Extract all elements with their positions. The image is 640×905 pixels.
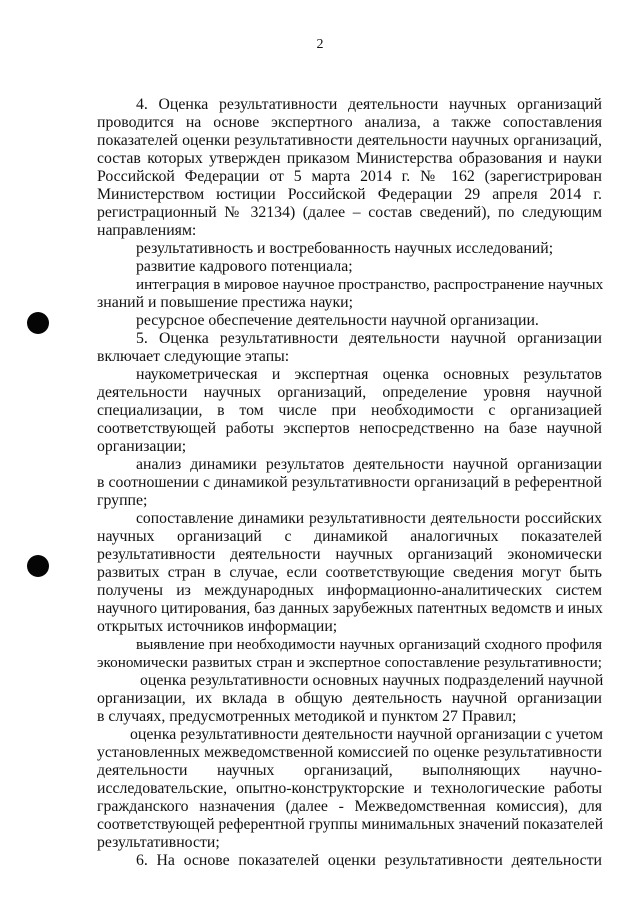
- page-number: 2: [316, 37, 324, 52]
- text-line: соответствующей работы экспертов непосредственно на базе научной: [97, 420, 602, 437]
- text-line: оценка результативности деятельности научной организации с учетом: [130, 726, 603, 743]
- text-line: исследовательские, опытно-конструкторские и технологические работы: [97, 780, 602, 797]
- punch-hole-bottom: [27, 555, 49, 577]
- text-line: деятельности научных организаций, определение уровня научной: [97, 384, 602, 401]
- text-line: 6. На основе показателей оценки результативности деятельности: [136, 852, 602, 869]
- text-line: развитых стран в случае, если соответствующие сведения могут быть: [97, 564, 602, 581]
- text-line: результативности;: [97, 834, 220, 851]
- text-line: проводится на основе экспертного анализа, а также сопоставления: [97, 114, 602, 131]
- text-line: в случаях, предусмотренных методикой и пунктом 27 Правил;: [97, 708, 517, 725]
- text-line: результативность и востребованность научных исследований;: [136, 240, 554, 257]
- text-line: анализ динамики результатов деятельности научной организации: [136, 456, 602, 473]
- text-line: научных организаций с динамикой аналогичных показателей: [97, 528, 602, 545]
- text-line: специализации, в том числе при необходимости с организацией: [97, 402, 602, 419]
- text-line: регистрационный № 32134) (далее – состав сведений), по следующим: [97, 204, 602, 221]
- text-line: направлениям:: [97, 222, 197, 239]
- text-line: Российской Федерации от 5 марта 2014 г. № 162 (зарегистрирован: [97, 168, 602, 185]
- text-line: знаний и повышение престижа науки;: [97, 294, 353, 311]
- text-line: соответствующей референтной группы минимальных значений показателей: [97, 816, 604, 833]
- text-line: результативности деятельности научных организаций экономически: [97, 546, 602, 563]
- text-line: деятельности научных организаций, выполняющих научно-: [97, 762, 602, 779]
- text-line: интеграция в мировое научное пространство, распространение научных: [136, 276, 604, 293]
- text-line: научного цитирования, баз данных зарубежных патентных ведомств и иных: [97, 600, 603, 617]
- text-line: состав которых утвержден приказом Министерства образования и науки: [97, 150, 602, 167]
- punch-hole-top: [27, 312, 49, 334]
- text-line: выявление при необходимости научных организаций сходного профиля: [136, 636, 602, 653]
- text-line: ресурсное обеспечение деятельности научной организации.: [136, 312, 539, 329]
- text-line: открытых источников информации;: [97, 618, 338, 635]
- text-line: сопоставление динамики результативности деятельности российских: [136, 510, 602, 527]
- text-line: установленных межведомственной комиссией по оценке результативности: [97, 744, 602, 761]
- text-line: наукометрическая и экспертная оценка основных результатов: [136, 366, 602, 383]
- text-line: экономически развитых стран и экспертное сопоставление результативности;: [97, 654, 602, 671]
- text-line: оценка результативности основных научных подразделений научной: [140, 672, 604, 689]
- text-line: показателей оценки результативности деятельности научных организаций,: [97, 132, 602, 149]
- text-line: получены из международных информационно-аналитических систем: [97, 582, 602, 599]
- text-line: организации;: [97, 438, 187, 455]
- text-line: 4. Оценка результативности деятельности научных организаций: [136, 96, 602, 113]
- text-line: Министерством юстиции Российской Федерации 29 апреля 2014 г.: [97, 186, 602, 203]
- text-line: группе;: [97, 492, 148, 509]
- text-line: 5. Оценка результативности деятельности научной организации: [136, 330, 602, 347]
- text-line: включает следующие этапы:: [97, 348, 290, 365]
- text-line: развитие кадрового потенциала;: [136, 258, 353, 275]
- text-line: организации, их вклада в общую деятельность научной организации: [97, 690, 602, 707]
- text-line: гражданского назначения (далее - Межведомственная комиссия), для: [97, 798, 602, 815]
- text-line: в соотношении с динамикой результативности организаций в референтной: [97, 474, 602, 491]
